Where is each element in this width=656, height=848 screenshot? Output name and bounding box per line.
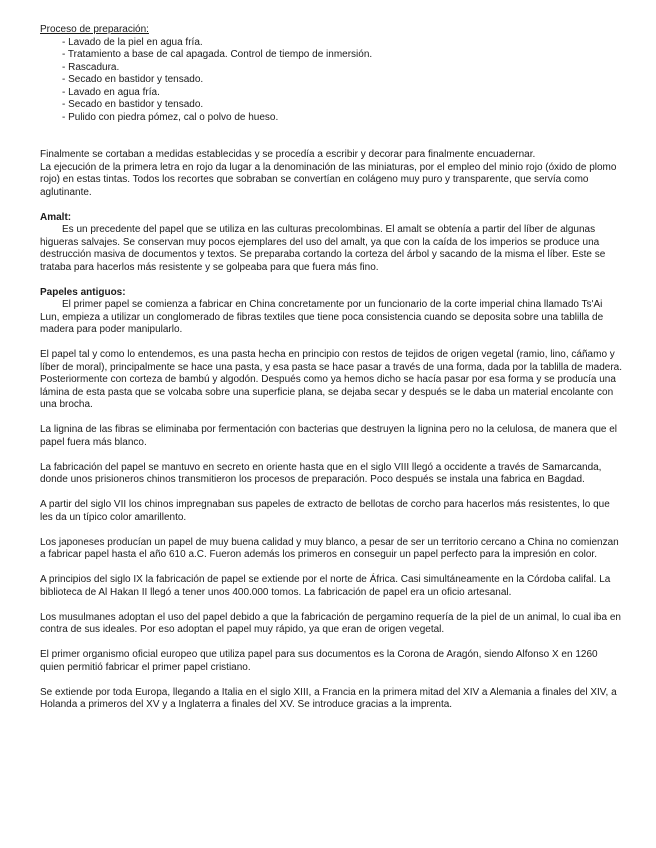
section-heading-papeles-antiguos: Papeles antiguos:: [40, 286, 126, 298]
prep-step: - Secado en bastidor y tensado.: [62, 99, 204, 110]
paragraph: Se extiende por toda Europa, llegando a Italia en el siglo XIII, a Francia en la primera mitad del XIV a Alemania a finales del XIV, a Holanda a primeros del XV y a Inglaterra a finales del XV. Se introduce gracias a la imprenta.: [40, 686, 617, 710]
prep-step: - Pulido con piedra pómez, cal o polvo de hueso.: [62, 111, 279, 123]
prep-step: - Rascadura.: [62, 61, 120, 73]
paragraph: El primer organismo oficial europeo que utiliza papel para sus documentos es la Corona de Aragón, siendo Alfonso X en 1260 quien permitió fabricar el primer papel cristiano.: [40, 649, 598, 673]
paragraph: Los musulmanes adoptan el uso del papel debido a que la fabricación de pergamino requería de la piel de un animal, lo cual iba en contra de sus ideales. Por eso adoptan el papel muy rápido, ya que eran de origen vegetal.: [40, 611, 621, 635]
section-heading-amalt: Amalt:: [40, 211, 72, 223]
paragraph-amalt: Es un precedente del papel que se utiliza en las culturas precolombinas. El amalt se obtenía a partir del líber de algunas higueras salvajes. Se conservan muy pocos ejemplares del uso del amalt, ya que con la caída de los imperios se produce una destrucción masiva de documentos y textos. Se preparaba cortando la corteza del árbol y sacando de la misma el líber. Este se trataba para hacerlos más resistente y se golpeaba para que fuera más fino.: [40, 224, 606, 273]
prep-step: - Lavado en agua fría.: [62, 86, 160, 98]
paragraph-final: Finalmente se cortaban a medidas establecidas y se procedía a escribir y decorar para finalmente encuadernar.: [40, 149, 536, 160]
paragraph-ejecucion: La ejecución de la primera letra en rojo da lugar a la denominación de las miniaturas, por el empleo del minio rojo (óxido de plomo rojo) en estas tintas. Todos los recortes que sobraban se convertían en colágeno muy puro y transparente, que servía como aglutinante.: [40, 161, 617, 198]
paragraph: A partir del siglo VII los chinos impregnaban sus papeles de extracto de bellotas de corcho para hacerlos más resistentes, lo que les da un típico color amarillento.: [40, 499, 610, 523]
prep-step: - Tratamiento a base de cal apagada. Control de tiempo de inmersión.: [62, 49, 373, 60]
prep-title: Proceso de preparación:: [40, 24, 149, 35]
paragraph: La fabricación del papel se mantuvo en secreto en oriente hasta que en el siglo VIII llegó a occidente a través de Samarcanda, donde unos prisioneros chinos transmitieron los procesos de preparación. Poco después se instala una fabrica en Bagdad.: [40, 461, 602, 485]
paragraph: La lignina de las fibras se eliminaba por fermentación con bacterias que destruyen la lignina pero no la celulosa, de manera que el papel fuera más blanco.: [40, 424, 618, 448]
paragraph-antiguos-intro: El primer papel se comienza a fabricar en China concretamente por un funcionario de la corte imperial china llamado Ts'Ai Lun, empieza a utilizar un conglomerado de fibras textiles que tiene poca consistencia cuando se deposita sobre una tablilla de madera para poder manipularlo.: [40, 299, 604, 335]
paragraph: El papel tal y como lo entendemos, es una pasta hecha en principio con restos de tejidos de origen vegetal (ramio, lino, cáñamo y líber de moral), principalmente se hace una pasta, y esa pasta se hace pasar a través de una forma, dada por la tablilla de madera. Posteriormente con corteza de bambú y algodón. Después como ya hemos dicho se hacía pasar por esa forma y se producía una lámina de esta pasta que se volcaba sobre una superficie plana, se dejaba secar y después se le daba un material encolante con una brocha.: [40, 349, 623, 410]
paragraph: A principios del siglo IX la fabricación de papel se extiende por el norte de África. Casi simultáneamente en la Córdoba califal. La biblioteca de Al Hakan II llegó a tener unos 400.000 tomos. La fabricación de papel era un oficio artesanal.: [40, 574, 611, 598]
prep-step: - Secado en bastidor y tensado.: [62, 74, 204, 85]
prep-step: - Lavado de la piel en agua fría.: [62, 36, 203, 48]
document-page: [40, 24, 622, 712]
prep-steps-list: [40, 37, 622, 125]
paragraph: Los japoneses producían un papel de muy buena calidad y muy blanco, a pesar de ser un territorio cercano a China no comienzan a fabricar papel hasta el año 610 a.C. Fueron además los primeros en conseguir un papel perfecto para la impresión en color.: [40, 536, 619, 560]
